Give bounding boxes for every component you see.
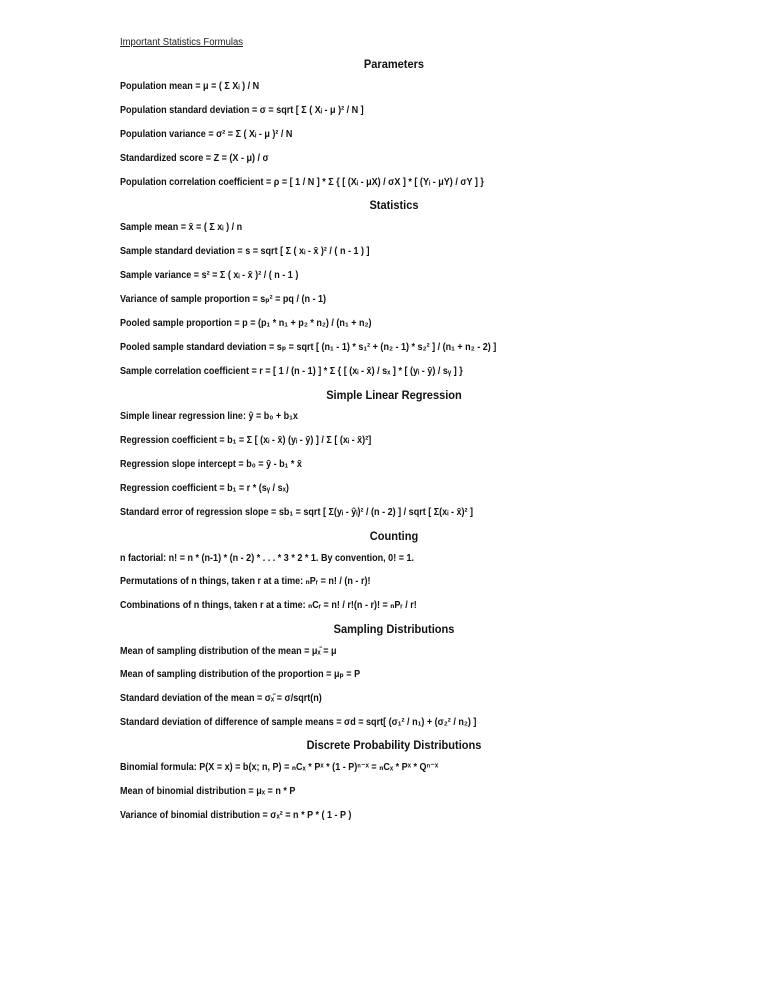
formula-population-std-dev: Population standard deviation = σ = sqrt [ Σ ( Xᵢ - μ )² / N ] bbox=[120, 104, 364, 116]
formula-regression-coefficient-r: Regression coefficient = b₁ = r * (sᵧ / sₓ) bbox=[120, 482, 289, 494]
formula-regression-slope-std-error: Standard error of regression slope = sb₁ = sqrt [ Σ(yᵢ - ŷᵢ)² / (n - 2) ] / sqrt [ Σ(xᵢ - x̄)² ] bbox=[120, 506, 474, 518]
formula-permutations: Permutations of n things, taken r at a time: ₙPᵣ = n! / (n - r)! bbox=[120, 575, 371, 587]
section-heading-statistics: Statistics bbox=[369, 198, 419, 212]
formula-regression-coefficient: Regression coefficient = b₁ = Σ [ (xᵢ - x̄) (yᵢ - ȳ) ] / Σ [ (xᵢ - x̄)²] bbox=[120, 434, 372, 446]
formula-variance-sample-proportion: Variance of sample proportion = sₚ² = pq / (n - 1) bbox=[120, 293, 327, 305]
formula-std-dev-difference-means: Standard deviation of difference of sample means = σd = sqrt[ (σ₁² / n₁) + (σ₂² / n₂) ] bbox=[120, 716, 477, 728]
formula-std-dev-mean: Standard deviation of the mean = σₓ̄ = σ/sqrt(n) bbox=[120, 692, 322, 704]
formula-regression-intercept: Regression slope intercept = b₀ = ȳ - b₁ * x̄ bbox=[120, 458, 302, 470]
formula-sample-std-dev: Sample standard deviation = s = sqrt [ Σ ( xᵢ - x̄ )² / ( n - 1 ) ] bbox=[120, 245, 370, 257]
formula-pooled-sample-std-dev: Pooled sample standard deviation = sₚ = sqrt [ (n₁ - 1) * s₁² + (n₂ - 1) * s₂² ] / (n₁ + n₂ - 2) ] bbox=[120, 341, 497, 353]
formula-regression-line: Simple linear regression line: ŷ = b₀ + b₁x bbox=[120, 410, 298, 422]
section-heading-parameters: Parameters bbox=[363, 57, 425, 71]
formula-population-mean: Population mean = μ = ( Σ Xᵢ ) / N bbox=[120, 80, 260, 92]
section-heading-simple-linear-regression: Simple Linear Regression bbox=[326, 388, 462, 402]
section-heading-discrete-probability: Discrete Probability Distributions bbox=[306, 738, 482, 752]
formula-combinations: Combinations of n things, taken r at a time: ₙCᵣ = n! / r!(n - r)! = ₙPᵣ / r! bbox=[120, 599, 417, 611]
document-title: Important Statistics Formulas bbox=[120, 37, 244, 48]
formula-pooled-sample-proportion: Pooled sample proportion = p = (p₁ * n₁ + p₂ * n₂) / (n₁ + n₂) bbox=[120, 317, 372, 329]
formula-binomial: Binomial formula: P(X = x) = b(x; n, P) = ₙCₓ * Pˣ * (1 - P)ⁿ⁻ˣ = ₙCₓ * Pˣ * Qⁿ⁻ˣ bbox=[120, 761, 439, 773]
formula-mean-sampling-mean: Mean of sampling distribution of the mean = μₓ̄ = μ bbox=[120, 645, 337, 657]
formula-mean-sampling-proportion: Mean of sampling distribution of the proportion = μₚ = P bbox=[120, 668, 361, 680]
formula-sample-variance: Sample variance = s² = Σ ( xᵢ - x̄ )² / ( n - 1 ) bbox=[120, 269, 299, 281]
formula-binomial-variance: Variance of binomial distribution = σₓ² = n * P * ( 1 - P ) bbox=[120, 809, 352, 821]
formula-standardized-score: Standardized score = Z = (X - μ) / σ bbox=[120, 152, 269, 164]
formula-factorial: n factorial: n! = n * (n-1) * (n - 2) * . . . * 3 * 2 * 1. By convention, 0! = 1. bbox=[120, 552, 415, 564]
formula-sample-correlation: Sample correlation coefficient = r = [ 1 / (n - 1) ] * Σ { [ (xᵢ - x̄) / sₓ ] * [ (yᵢ - ȳ) / sᵧ ] } bbox=[120, 365, 463, 377]
formula-population-variance: Population variance = σ² = Σ ( Xᵢ - μ )² / N bbox=[120, 128, 293, 140]
section-heading-sampling-distributions: Sampling Distributions bbox=[333, 622, 455, 636]
section-heading-counting: Counting bbox=[369, 529, 419, 543]
formula-population-correlation: Population correlation coefficient = ρ = [ 1 / N ] * Σ { [ (Xᵢ - μX) / σX ] * [ (Yᵢ - μY) / σY ] } bbox=[120, 176, 484, 188]
formula-sample-mean: Sample mean = x̄ = ( Σ xᵢ ) / n bbox=[120, 221, 243, 233]
formula-binomial-mean: Mean of binomial distribution = μₓ = n * P bbox=[120, 785, 296, 797]
